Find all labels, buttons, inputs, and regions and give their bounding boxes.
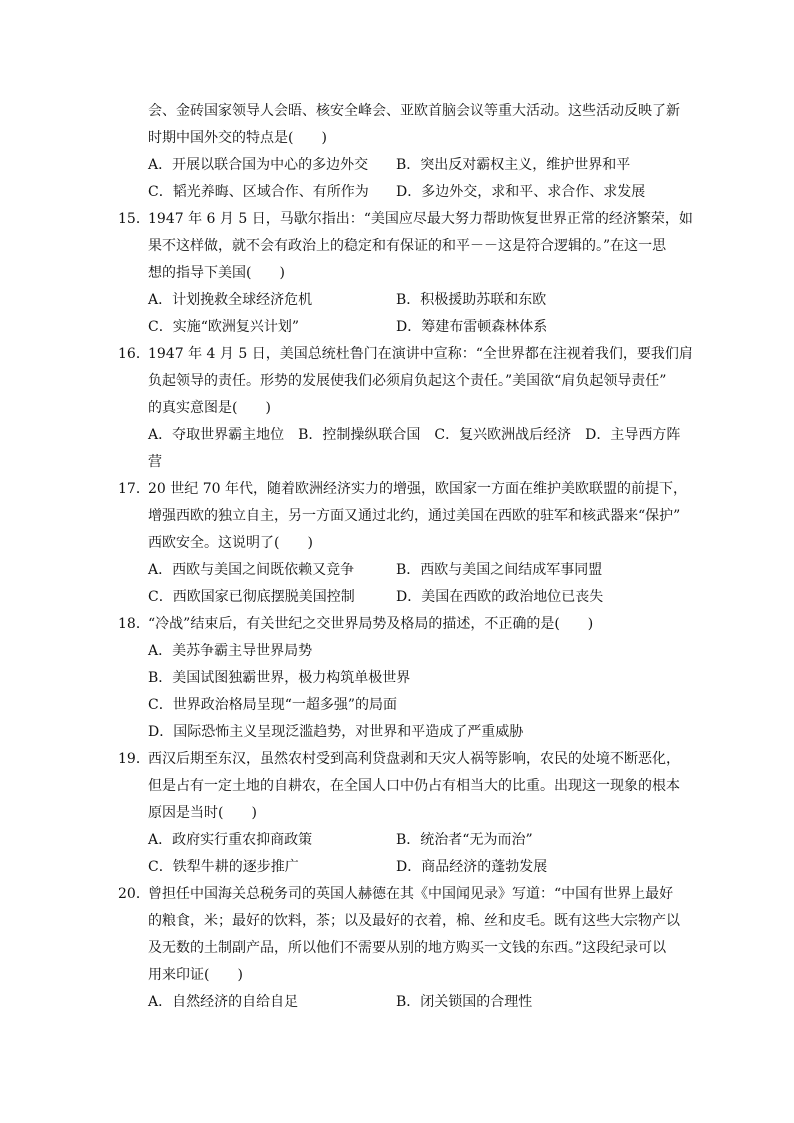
q16-options-line-2: 营 bbox=[148, 454, 162, 470]
q14-option-d: D．多边外交，求和平、求合作、求发展 bbox=[396, 184, 646, 200]
q19-number: 19． bbox=[118, 751, 150, 767]
q19-stem-text: 西汉后期至东汉，虽然农村受到高利贷盘剥和天灾人祸等影响，农民的处境不断恶化， bbox=[148, 751, 680, 767]
q19-option-a: A．政府实行重农抑商政策 bbox=[148, 832, 313, 848]
q16-stem-line-2: 负起领导的责任。形势的发展使我们必须肩负起这个责任。”美国欲“肩负起领导责任” bbox=[148, 373, 667, 389]
q15-stem-line-3: 想的指导下美国( ) bbox=[148, 265, 285, 281]
q19-stem-line-2: 但是占有一定土地的自耕农，在全国人口中仍占有相当大的比重。出现这一现象的根本 bbox=[148, 778, 680, 794]
q17-stem-text: 20 世纪 70 年代，随着欧洲经济实力的增强，欧国家一方面在维护美欧联盟的前提下， bbox=[148, 481, 687, 497]
q17-stem-line-2: 增强西欧的独立自主，另一方面又通过北约，通过美国在西欧的驻军和核武器来“保护” bbox=[148, 508, 681, 524]
q17-number: 17． bbox=[118, 481, 150, 497]
q19-option-b: B．统治者“无为而治” bbox=[396, 832, 533, 848]
q18-option-d: D．国际恐怖主义呈现泛滥趋势，对世界和平造成了严重威胁 bbox=[148, 724, 524, 740]
q18-stem-text: “冷战”结束后，有关世纪之交世界局势及格局的描述，不正确的是( ) bbox=[148, 616, 594, 632]
q20-stem-text: 曾担任中国海关总税务司的英国人赫德在其《中国闻见录》写道：“中国有世界上最好 bbox=[148, 886, 674, 902]
q14-stem-line-2: 时期中国外交的特点是( ) bbox=[148, 130, 327, 146]
q15-stem-line-2: 果不这样做，就不会有政治上的稳定和有保证的和平－－这是符合逻辑的。”在这一思 bbox=[148, 238, 667, 254]
q20-stem-line-4: 用来印证( ) bbox=[148, 967, 243, 983]
q16-options-line-1: A．夺取世界霸主地位 B．控制操纵联合国 C．复兴欧洲战后经济 D．主导西方阵 bbox=[148, 427, 681, 443]
q20-option-a: A．自然经济的自给自足 bbox=[148, 994, 299, 1010]
q17-option-c: C．西欧国家已彻底摆脱美国控制 bbox=[148, 589, 355, 605]
q14-option-a: A．开展以联合国为中心的多边外交 bbox=[148, 157, 369, 173]
q14-option-c: C．韬光养晦、区域合作、有所作为 bbox=[148, 184, 369, 200]
q20-option-b: B．闭关锁国的合理性 bbox=[396, 994, 533, 1010]
q17-stem-line-3: 西欧安全。这说明了( ) bbox=[148, 535, 313, 551]
q18-option-b: B．美国试图独霸世界，极力构筑单极世界 bbox=[148, 670, 411, 686]
q18-number: 18． bbox=[118, 616, 150, 632]
q19-stem-line-3: 原因是当时( ) bbox=[148, 805, 257, 821]
q17-option-b: B．西欧与美国之间结成军事同盟 bbox=[396, 562, 603, 578]
q17-option-d: D．美国在西欧的政治地位已丧失 bbox=[396, 589, 604, 605]
q20-stem-line-2: 的粮食，米；最好的饮料，茶；以及最好的衣着，棉、丝和皮毛。既有这些大宗物产以 bbox=[148, 913, 680, 929]
q19-option-c: C．铁犁牛耕的逐步推广 bbox=[148, 859, 299, 875]
q14-stem-line-1: 会、金砖国家领导人会晤、核安全峰会、亚欧首脑会议等重大活动。这些活动反映了新 bbox=[148, 103, 680, 119]
q18-option-a: A．美苏争霸主导世界局势 bbox=[148, 643, 313, 659]
q20-line-1 bbox=[118, 884, 673, 904]
q16-stem-text: 1947 年 4 月 5 日，美国总统杜鲁门在演讲中宣称：“全世界都在注视着我们，要我们肩 bbox=[148, 346, 693, 362]
q15-option-b: B．积极援助苏联和东欧 bbox=[396, 292, 547, 308]
q14-option-b: B．突出反对霸权主义，维护世界和平 bbox=[396, 157, 631, 173]
q15-stem-text: 1947 年 6 月 5 日，马歇尔指出：“美国应尽最大努力帮助恢复世界正常的经济繁荣，如 bbox=[148, 211, 693, 227]
q15-line-1 bbox=[118, 209, 693, 229]
q17-line-1 bbox=[118, 479, 687, 499]
q16-stem-line-3: 的真实意图是( ) bbox=[148, 400, 271, 416]
q20-stem-line-3: 及无数的土制副产品，所以他们不需要从别的地方购买一文钱的东西。”这段纪录可以 bbox=[148, 940, 667, 956]
q19-option-d: D．商品经济的蓬勃发展 bbox=[396, 859, 548, 875]
q19-line-1 bbox=[118, 749, 680, 769]
q15-number: 15． bbox=[118, 211, 150, 227]
q18-line-1 bbox=[118, 614, 593, 634]
q17-option-a: A．西欧与美国之间既依赖又竞争 bbox=[148, 562, 355, 578]
q15-option-a: A．计划挽救全球经济危机 bbox=[148, 292, 313, 308]
q18-option-c: C．世界政治格局呈现“一超多强”的局面 bbox=[148, 697, 398, 713]
q15-option-d: D．筹建布雷顿森林体系 bbox=[396, 319, 548, 335]
q15-option-c: C．实施“欧洲复兴计划” bbox=[148, 319, 300, 335]
q20-number: 20． bbox=[118, 886, 150, 902]
q16-number: 16． bbox=[118, 346, 150, 362]
q16-line-1 bbox=[118, 344, 693, 364]
